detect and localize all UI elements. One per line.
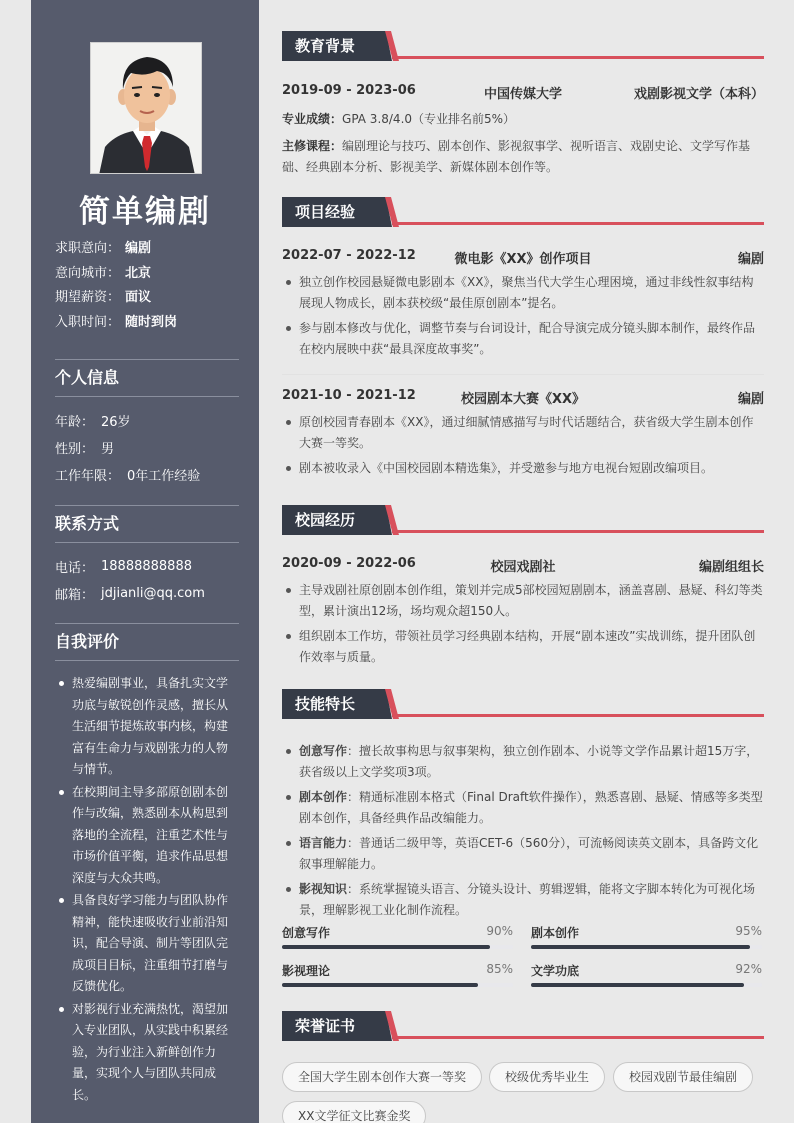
section-title: 联系方式 [55,505,239,543]
section-line [392,222,764,225]
skill-point: 创意写作：擅长故事构思与叙事架构，独立创作剧本、小说等文学作品累计超15万字，获省级以上文学奖项3项。 [282,741,764,783]
skill-bar-item: 文学功底 92% [531,962,762,987]
section-title: 教育背景 [295,37,356,55]
skill-bar-fill [531,983,744,987]
project-point: 参与剧本修改与优化，调整节奏与台词设计，配合导演完成分镜头脚本制作，最终作品在校内展映中获“最具深度故事奖”。 [282,318,764,360]
evaluation-item: 对影视行业充满热忱，渴望加入专业团队，从实践中积累经验，为行业注入新鲜创作力量，实现个人与团队共同成长。 [55,999,239,1107]
email-row: 邮箱： jdjianli@qq.com [55,586,205,603]
honor-tag: XX文学征文比赛金奖 [282,1101,426,1123]
skill-point: 剧本创作：精通标准剧本格式（Final Draft软件操作），熟悉喜剧、悬疑、情感等多类型剧本创作，具备经典作品改编能力。 [282,787,764,829]
section-line [392,530,764,533]
campus-point: 主导戏剧社原创剧本创作组，策划并完成5部校园短剧剧本，涵盖喜剧、悬疑、科幻等类型，累计演出12场，场均观众超150人。 [282,580,764,622]
profile-photo [90,42,202,174]
section-title: 项目经验 [295,203,356,221]
job-intent [55,237,177,335]
project-entry [282,388,764,483]
honors-header [282,1011,764,1041]
entry-date: 2022-07 - 2022-12 [282,248,416,263]
skill-bar-item: 影视理论 85% [282,962,513,987]
org-name: 校园戏剧社 [490,560,556,575]
section-line [392,1036,764,1039]
project-role: 编剧 [737,252,764,267]
skill-point: 影视知识：系统掌握镜头语言、分镜头设计、剪辑逻辑，能将文字脚本转化为可视化场景，理解影视工业化制作流程。 [282,879,764,921]
campus-header [282,505,764,535]
skill-bar-item: 创意写作 90% [282,924,513,949]
score-line: 专业成绩：GPA 3.8/4.0（专业排名前5%） [282,112,516,126]
contact-section [55,505,239,607]
skill-point: 语言能力：普通话二级甲等，英语CET-6（560分），可流畅阅读英文剧本，具备跨文化叙事理解能力。 [282,833,764,875]
campus-entry [282,556,764,672]
skill-bar-track [282,983,513,987]
section-title: 自我评价 [55,623,239,661]
phone-row: 电话： 18888888888 [55,559,192,576]
evaluation-item: 具备良好学习能力与团队协作精神，能快速吸收行业前沿知识，配合导演、制片等团队完成项目目标，注重细节打磨与反馈优化。 [55,890,239,998]
info-row: 性别： 男 [55,442,115,457]
project-point: 原创校园青春剧本《XX》，通过细腻情感描写与时代话题结合，获省级大学生剧本创作大赛一等奖。 [282,412,764,454]
entry-date: 2019-09 - 2023-06 [282,83,416,98]
self-evaluation-section [55,623,239,1107]
school-name: 中国传媒大学 [483,87,562,102]
section-title: 荣誉证书 [295,1017,356,1035]
honor-tag: 校园戏剧节最佳编剧 [613,1062,753,1092]
project-role: 编剧 [737,392,764,407]
info-row: 年龄： 26岁 [55,415,131,430]
education-header [282,31,764,61]
intent-row: 意向城市： 北京 [55,265,152,281]
intent-row: 入职时间： 随时到岗 [55,314,178,330]
honor-tag: 校级优秀毕业生 [489,1062,605,1092]
intent-row: 求职意向： 编剧 [55,241,152,256]
section-title: 个人信息 [55,359,239,397]
education-entry [282,83,764,178]
courses-line: 主修课程：编剧理论与技巧、剧本创作、影视叙事学、视听语言、戏剧史论、文学写作基础、经典剧本分析、影视美学、新媒体剧本创作等。 [282,139,751,174]
skill-bar-track [531,983,762,987]
sidebar [31,0,259,1123]
skill-bar-fill [282,983,478,987]
campus-point: 组织剧本工作坊，带领社员学习经典剧本结构，开展“剧本速改”实战训练，提升团队创作效率与质量。 [282,626,764,668]
section-line [392,56,764,59]
entry-date: 2020-09 - 2022-06 [282,556,416,571]
section-line [392,714,764,717]
project-point: 剧本被收录入《中国校园剧本精选集》，并受邀参与地方电视台短剧改编项目。 [282,458,764,479]
skill-bar-fill [531,945,750,949]
skill-bar-fill [282,945,490,949]
personal-info-section [55,359,239,488]
projects-header [282,197,764,227]
entry-date: 2021-10 - 2021-12 [282,388,416,403]
skill-bar-track [531,945,762,949]
project-name: 校园剧本大赛《XX》 [460,392,586,407]
info-row: 工作年限： 0年工作经验 [55,469,201,484]
evaluation-item: 在校期间主导多部原创剧本创作与改编，熟悉剧本从构思到落地的全流程，注重艺术性与市场价值平衡，追求作品思想深度与大众共鸣。 [55,782,239,890]
candidate-name: 简单编剧 [79,194,211,230]
section-title: 校园经历 [295,511,356,529]
skill-bar-item: 剧本创作 95% [531,924,762,949]
intent-row: 期望薪资： 面议 [55,290,152,305]
major: 戏剧影视文学（本科） [633,87,764,102]
skills-entry [282,741,764,925]
entry-divider [282,374,764,375]
evaluation-item: 热爱编剧事业，具备扎实文学功底与敏锐创作灵感，擅长从生活细节提炼故事内核，构建富有生命力与戏剧张力的人物与情节。 [55,673,239,781]
project-point: 独立创作校园悬疑微电影剧本《XX》，聚焦当代大学生心理困境，通过非线性叙事结构展现人物成长，剧本获校级“最佳原创剧本”提名。 [282,272,764,314]
honor-tag: 全国大学生剧本创作大赛一等奖 [282,1062,482,1092]
project-name: 微电影《XX》创作项目 [454,252,592,267]
campus-role: 编剧组组长 [698,560,764,575]
project-entry [282,248,764,364]
skills-header [282,689,764,719]
skill-bar-track [282,945,513,949]
section-title: 技能特长 [295,695,356,713]
